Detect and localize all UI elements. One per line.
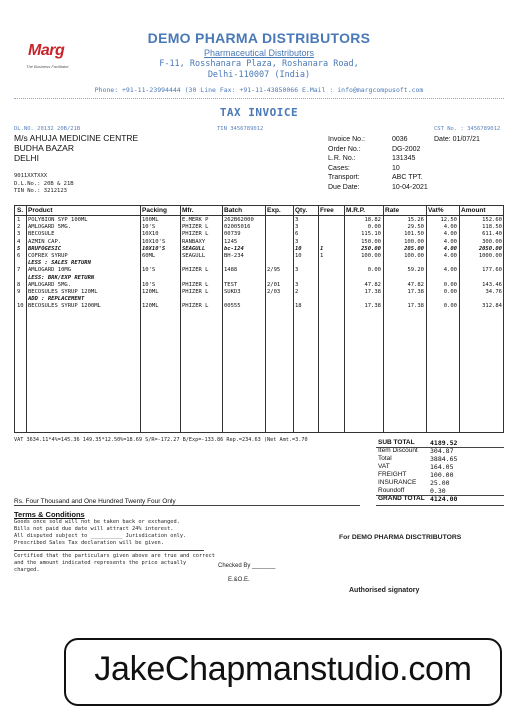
table-cell: 2050.00 xyxy=(478,245,502,252)
table-cell: 12.50 xyxy=(440,217,457,223)
watermark-banner xyxy=(64,638,502,706)
table-cell: 59.20 xyxy=(407,267,424,274)
table-cell: AZMIN CAP. xyxy=(28,238,62,245)
certificate-line: Certified that the particulars given above are true and correct xyxy=(14,553,215,559)
company-address-line2: Delhi-110007 (India) xyxy=(207,70,311,80)
table-cell: 02005016 xyxy=(224,224,251,231)
table-cell: PHIZER L xyxy=(182,281,209,288)
table-cell: 0.00 xyxy=(367,267,381,274)
table-cell: 17.38 xyxy=(407,303,424,310)
company-subtitle: Pharmaceutical Distributors xyxy=(203,48,315,58)
table-row xyxy=(15,217,503,224)
customer-area: BUDHA BAZAR xyxy=(14,143,74,153)
total-value: 304.87 xyxy=(430,447,454,455)
table-cell: 300.00 xyxy=(482,238,502,245)
table-cell: ADD : REPLACEMENT xyxy=(28,296,85,303)
table-cell: 101.50 xyxy=(404,231,424,238)
table-row xyxy=(15,303,503,310)
table-cell: 611.40 xyxy=(482,231,502,238)
table-cell: 10'S xyxy=(142,224,156,231)
column-header: Batch xyxy=(224,207,243,214)
terms-line: Bills not paid due date will attract 24% interest. xyxy=(14,526,174,532)
total-label: GRAND TOTAL xyxy=(378,495,425,502)
table-cell: 00739 xyxy=(224,231,241,238)
watermark-text: JakeChapmanstudio.com xyxy=(94,650,472,688)
certificate-line: charged. xyxy=(14,567,40,573)
table-cell: 120ML xyxy=(142,289,159,295)
table-cell: SEAGULL xyxy=(182,253,206,259)
table-cell: PHIZER L xyxy=(182,267,209,274)
table-cell: 18 xyxy=(295,303,302,310)
total-label: Roundoff xyxy=(378,487,405,494)
column-header: Qty. xyxy=(295,207,308,214)
table-cell: 29.50 xyxy=(407,224,424,231)
column-header: Packing xyxy=(142,207,167,214)
total-value: 4189.52 xyxy=(430,439,458,447)
total-value: 164.05 xyxy=(430,463,454,471)
table-cell: 205.00 xyxy=(404,245,424,252)
table-cell: 3 xyxy=(295,267,299,274)
table-cell: 34.76 xyxy=(485,289,502,295)
table-cell: 262B62000 xyxy=(224,217,254,223)
contact-line: Phone: +91-11-23994444 (30 Line Fax: +91-11-43850066 E.Mail : info@margcompusoft.com xyxy=(94,86,424,94)
table-cell: 100.00 xyxy=(361,253,381,259)
table-cell: BECOSULES SYRUP 120ML xyxy=(28,289,98,295)
table-cell: 9 xyxy=(17,289,21,295)
table-cell: 3 xyxy=(295,238,299,245)
table-cell: 1 xyxy=(320,253,324,259)
total-label: INSURANCE xyxy=(378,479,417,486)
certificate-rule xyxy=(14,550,204,551)
total-value: 0.30 xyxy=(430,487,446,495)
table-cell: 3 xyxy=(295,281,299,288)
table-header-divider xyxy=(15,215,503,216)
total-value: 4124.00 xyxy=(430,495,458,503)
invoice-field-value: 10 xyxy=(392,164,400,172)
customer-tin: TIN No.: 3212123 xyxy=(14,188,67,194)
table-cell: 2 xyxy=(17,224,21,231)
terms-line: Prescribed Sales Tax declaration will be given. xyxy=(14,540,164,546)
table-cell: 143.46 xyxy=(482,281,502,288)
total-label: Total xyxy=(378,455,392,462)
total-value: 100.00 xyxy=(430,471,454,479)
table-cell: BECOSULES SYRUP 1200ML xyxy=(28,303,101,310)
table-cell: 177.60 xyxy=(482,267,502,274)
for-company: For DEMO PHARMA DISCTRIBUTORS xyxy=(339,534,462,541)
table-cell: 1 xyxy=(320,245,324,252)
table-cell: AMLOGARD 5MG. xyxy=(28,281,72,288)
table-cell: 0.00 xyxy=(443,281,457,288)
column-header: Mfr. xyxy=(182,207,194,214)
table-cell: 152.60 xyxy=(482,217,502,223)
dl-number: DL.NO. 20132 20B/21B xyxy=(14,126,81,132)
table-cell: 1000.00 xyxy=(478,253,502,259)
table-cell: 2/95 xyxy=(267,267,281,274)
total-label: VAT xyxy=(378,463,390,470)
table-cell: 47.82 xyxy=(364,281,381,288)
table-cell: LESS : SALES RETURN xyxy=(28,260,91,267)
invoice-date: Date: 01/07/21 xyxy=(434,136,480,143)
column-header: Amount xyxy=(461,207,486,214)
table-row xyxy=(15,239,503,246)
table-cell: 2/01 xyxy=(267,281,281,288)
table-row xyxy=(15,296,503,303)
totals-grand-rule xyxy=(376,495,504,496)
invoice-field-label: Invoice No.: xyxy=(328,136,365,143)
table-cell: AMLOGARD 10MG xyxy=(28,267,72,274)
table-cell: 3 xyxy=(295,224,299,231)
items-table xyxy=(14,205,504,433)
table-cell: 17.38 xyxy=(364,303,381,310)
table-cell: COFREX SYRUP xyxy=(28,253,68,259)
table-cell: 00555 xyxy=(224,303,241,310)
document-title: TAX INVOICE xyxy=(219,106,299,119)
column-header: Exp. xyxy=(267,207,281,214)
table-cell: 1 xyxy=(17,217,21,223)
table-cell: 15.26 xyxy=(407,217,424,223)
certificate-line: and the amount indicated represents the price actually xyxy=(14,560,187,566)
table-cell: RANBAXY xyxy=(182,238,206,245)
table-row xyxy=(15,253,503,260)
table-cell: 60ML xyxy=(142,253,156,259)
table-cell: 120ML xyxy=(142,303,159,310)
table-cell: 100.00 xyxy=(404,238,424,245)
table-cell: 6 xyxy=(17,253,21,259)
invoice-field-value: ABC TPT. xyxy=(392,174,423,181)
table-row xyxy=(15,282,503,289)
customer-dl: D.L.No.: 20B & 21B xyxy=(14,181,74,187)
table-cell: 118.50 xyxy=(482,224,502,231)
table-row xyxy=(15,260,503,267)
total-value: 3884.65 xyxy=(430,455,458,463)
table-cell: 3 xyxy=(17,231,21,238)
customer-name: M/s AHUJA MEDICINE CENTRE xyxy=(14,133,139,143)
table-cell: 2/03 xyxy=(267,289,281,295)
table-cell: 4.00 xyxy=(443,253,457,259)
table-cell: 4.00 xyxy=(443,231,457,238)
table-cell: 3 xyxy=(295,217,299,223)
table-cell: TEST xyxy=(224,281,238,288)
words-rule xyxy=(14,505,360,506)
table-cell: 7 xyxy=(17,267,21,274)
table-cell: AMLOGARD 5MG. xyxy=(28,224,72,231)
table-cell: 17.38 xyxy=(364,289,381,295)
table-cell: 1488 xyxy=(224,267,238,274)
table-cell: PHIZER L xyxy=(182,303,209,310)
total-label: SUB TOTAL xyxy=(378,439,415,446)
total-label: FREIGHT xyxy=(378,471,407,478)
column-header: Product xyxy=(28,207,53,214)
column-header: S. xyxy=(17,207,24,214)
totals-top-rule xyxy=(376,447,504,448)
table-cell: 100.00 xyxy=(404,253,424,259)
table-cell: 18.82 xyxy=(364,217,381,223)
terms-heading: Terms & Conditions xyxy=(14,510,85,519)
table-cell: 10 xyxy=(17,303,24,310)
column-header: Vat% xyxy=(428,207,444,214)
table-cell: LESS: BRK/EXP RETURN xyxy=(28,274,95,281)
table-cell: 10X10 xyxy=(142,231,159,238)
table-cell: PHIZER L xyxy=(182,224,209,231)
table-cell: 10X10'S xyxy=(142,245,166,252)
table-cell: SEAGULL xyxy=(182,245,206,252)
vat-summary: VAT 3634.11*4%=145.36 149.35*12.50%=18.69 S/R=-172.27 B/Exp=-133.86 Rep.=234.63 (Net Amt.=3.70 xyxy=(14,437,308,443)
invoice-field-label: Due Date: xyxy=(328,183,360,191)
company-name: DEMO PHARMA DISTRIBUTORS xyxy=(147,30,371,46)
table-cell: BECOSULE xyxy=(28,231,55,238)
table-cell: 10'S xyxy=(142,281,156,288)
table-cell: 4.00 xyxy=(443,224,457,231)
table-cell: 10X10'S xyxy=(142,238,166,245)
terms-line: All disputed subject to __________ Jurisdication only. xyxy=(14,533,187,539)
header-divider xyxy=(14,98,504,99)
company-address-line1: F-11, Rosshanara Plaza, Roshanara Road, xyxy=(159,59,359,69)
table-row xyxy=(15,275,503,282)
column-header: Free xyxy=(320,207,334,214)
table-cell: 4 xyxy=(17,238,21,245)
table-cell: 10 xyxy=(295,253,302,259)
table-cell: 10'S xyxy=(142,267,156,274)
table-row xyxy=(15,246,503,253)
table-cell: 0.00 xyxy=(367,224,381,231)
table-cell: 17.38 xyxy=(407,289,424,295)
logo-tagline: The Business Facilitator xyxy=(26,64,69,69)
table-cell: PHIZER L xyxy=(182,231,209,238)
invoice-field-label: Transport: xyxy=(328,174,360,181)
totals-bottom-rule xyxy=(376,505,504,506)
table-cell: 312.84 xyxy=(482,303,502,310)
authorised-signatory: Authorised signatory xyxy=(349,587,420,594)
invoice-field-value: 131345 xyxy=(392,155,416,162)
table-cell: 250.00 xyxy=(361,245,381,252)
table-cell: 150.00 xyxy=(361,238,381,245)
table-cell: 115.10 xyxy=(361,231,381,238)
invoice-field-value: DG-2002 xyxy=(392,145,421,153)
customer-phone: 9011XXTXXX xyxy=(14,173,48,179)
table-row xyxy=(15,289,503,296)
table-cell: E.MERK P xyxy=(182,217,209,223)
table-row xyxy=(15,267,503,274)
table-cell: 0.00 xyxy=(443,303,457,310)
table-cell: 100ML xyxy=(142,217,159,223)
cst-number: CST No. : 3456789012 xyxy=(434,126,501,132)
invoice-field-label: L.R. No.: xyxy=(328,155,356,162)
table-cell: 2 xyxy=(295,289,299,295)
table-row xyxy=(15,224,503,231)
table-cell: SUKD3 xyxy=(224,289,241,295)
invoice-field-label: Order No.: xyxy=(328,145,361,153)
invoice-field-value: 10-04-2021 xyxy=(392,183,428,191)
total-value: 25.00 xyxy=(430,479,450,487)
table-row xyxy=(15,231,503,238)
table-cell: 4.00 xyxy=(443,267,457,274)
checked-by: Checked By _______ xyxy=(218,563,276,569)
table-cell: 1245 xyxy=(224,238,238,245)
logo-text: Marg xyxy=(28,42,65,59)
table-cell: 5 xyxy=(17,245,21,252)
table-cell: 6 xyxy=(295,231,299,238)
table-cell: 0.00 xyxy=(443,289,457,295)
table-cell: 10 xyxy=(295,245,302,252)
eboe-note: E.&O.E. xyxy=(228,577,250,583)
table-cell: 47.82 xyxy=(407,281,424,288)
customer-city: DELHI xyxy=(14,153,40,163)
invoice-field-value: 0036 xyxy=(392,136,408,143)
table-cell: PHIZER L xyxy=(182,289,209,295)
terms-line: Goods once sold will not be taken back or exchanged. xyxy=(14,519,180,525)
total-label: Item Discount xyxy=(378,447,418,454)
column-header: M.R.P. xyxy=(346,207,366,214)
table-cell: BRUFOGESIC xyxy=(28,245,62,252)
tin-number: TIN 3456789012 xyxy=(217,126,264,132)
table-cell: bc-124 xyxy=(224,245,244,252)
table-cell: 4.00 xyxy=(443,245,457,252)
amount-in-words: Rs. Four Thousand and One Hundred Twenty Four Only xyxy=(14,498,176,505)
invoice-field-label: Cases: xyxy=(328,164,350,172)
table-cell: 4.00 xyxy=(443,238,457,245)
table-cell: POLYBION SYP 100ML xyxy=(28,217,88,223)
table-cell: 8 xyxy=(17,281,21,288)
column-header: Rate xyxy=(385,207,400,214)
table-cell: BH-234 xyxy=(224,253,244,259)
